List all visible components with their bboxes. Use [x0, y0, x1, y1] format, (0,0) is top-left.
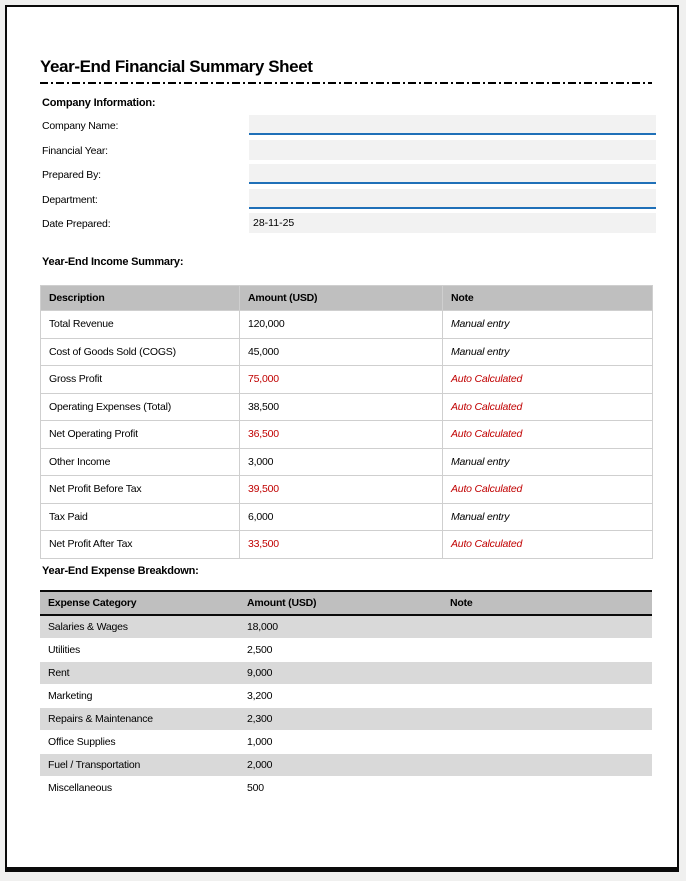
column-header-expense-category: Expense Category: [40, 591, 239, 615]
cell-category: Office Supplies: [40, 731, 239, 754]
table-row: [40, 639, 652, 662]
title-underline: [40, 82, 652, 84]
cell-amount: 33,500: [240, 531, 443, 559]
cell-amount: 120,000: [240, 311, 443, 339]
income-header-row: [41, 286, 653, 311]
field-input-company-name[interactable]: [249, 115, 656, 135]
cell-description: Operating Expenses (Total): [41, 393, 240, 421]
table-row: [40, 754, 652, 777]
form-row-date-prepared: [42, 213, 656, 238]
cell-note: Auto Calculated: [443, 531, 653, 559]
cell-description: Net Profit Before Tax: [41, 476, 240, 504]
table-row: [40, 777, 652, 800]
cell-category: Rent: [40, 662, 239, 685]
cell-note: Auto Calculated: [443, 476, 653, 504]
table-row: [41, 366, 653, 394]
table-row: [41, 448, 653, 476]
column-header-amount-usd: Amount (USD): [239, 591, 442, 615]
cell-note: Auto Calculated: [443, 393, 653, 421]
cell-note: [442, 777, 652, 800]
table-row: [41, 338, 653, 366]
cell-description: Gross Profit: [41, 366, 240, 394]
cell-amount: 2,500: [239, 639, 442, 662]
cell-category: Fuel / Transportation: [40, 754, 239, 777]
table-row: [41, 311, 653, 339]
cell-amount: 2,300: [239, 708, 442, 731]
cell-note: [442, 639, 652, 662]
cell-note: Manual entry: [443, 311, 653, 339]
cell-amount: 38,500: [240, 393, 443, 421]
form-row-company-name: [42, 115, 656, 140]
income-summary-table: [40, 285, 653, 559]
expense-header-row: [40, 591, 652, 615]
cell-category: Salaries & Wages: [40, 615, 239, 639]
expense-breakdown-heading: Year-End Expense Breakdown:: [42, 565, 199, 577]
page-title: Year-End Financial Summary Sheet: [40, 57, 313, 76]
table-row: [41, 503, 653, 531]
cell-note: [442, 754, 652, 777]
income-summary-heading: Year-End Income Summary:: [42, 256, 184, 268]
cell-note: [442, 615, 652, 639]
cell-category: Repairs & Maintenance: [40, 708, 239, 731]
cell-description: Tax Paid: [41, 503, 240, 531]
form-row-financial-year: [42, 140, 656, 165]
form-row-prepared-by: [42, 164, 656, 189]
company-info-heading: Company Information:: [42, 97, 156, 109]
cell-category: Utilities: [40, 639, 239, 662]
company-info-form: [42, 115, 656, 238]
column-header-amount-usd: Amount (USD): [240, 286, 443, 311]
cell-description: Net Operating Profit: [41, 421, 240, 449]
cell-category: Marketing: [40, 685, 239, 708]
table-row: [40, 731, 652, 754]
cell-amount: 6,000: [240, 503, 443, 531]
cell-note: Manual entry: [443, 448, 653, 476]
cell-amount: 2,000: [239, 754, 442, 777]
cell-note: [442, 685, 652, 708]
table-row: [40, 685, 652, 708]
cell-amount: 39,500: [240, 476, 443, 504]
field-input-prepared-by[interactable]: [249, 164, 656, 184]
form-row-department: [42, 189, 656, 214]
cell-note: [442, 708, 652, 731]
cell-description: Cost of Goods Sold (COGS): [41, 338, 240, 366]
cell-amount: 75,000: [240, 366, 443, 394]
expense-breakdown-table: [40, 590, 652, 800]
cell-note: Auto Calculated: [443, 366, 653, 394]
cell-category: Miscellaneous: [40, 777, 239, 800]
field-label-prepared-by: Prepared By:: [42, 169, 101, 182]
table-row: [40, 708, 652, 731]
field-label-date-prepared: Date Prepared:: [42, 218, 111, 231]
cell-amount: 9,000: [239, 662, 442, 685]
table-row: [40, 615, 652, 639]
table-row: [41, 531, 653, 559]
cell-amount: 3,000: [240, 448, 443, 476]
cell-amount: 500: [239, 777, 442, 800]
cell-note: Manual entry: [443, 338, 653, 366]
cell-description: Total Revenue: [41, 311, 240, 339]
field-label-company-name: Company Name:: [42, 120, 119, 132]
cell-description: Other Income: [41, 448, 240, 476]
cell-note: [442, 662, 652, 685]
cell-amount: 3,200: [239, 685, 442, 708]
cell-amount: 36,500: [240, 421, 443, 449]
column-header-note: Note: [443, 286, 653, 311]
table-row: [40, 662, 652, 685]
table-row: [41, 476, 653, 504]
field-input-date-prepared[interactable]: 28-11-25: [249, 213, 656, 233]
cell-description: Net Profit After Tax: [41, 531, 240, 559]
field-label-department: Department:: [42, 193, 98, 206]
field-input-department[interactable]: [249, 189, 656, 209]
column-header-description: Description: [41, 286, 240, 311]
cell-amount: 1,000: [239, 731, 442, 754]
field-input-financial-year[interactable]: [249, 140, 656, 160]
cell-amount: 18,000: [239, 615, 442, 639]
table-row: [41, 393, 653, 421]
column-header-note: Note: [442, 591, 652, 615]
cell-note: Manual entry: [443, 503, 653, 531]
table-row: [41, 421, 653, 449]
cell-amount: 45,000: [240, 338, 443, 366]
cell-note: Auto Calculated: [443, 421, 653, 449]
field-label-financial-year: Financial Year:: [42, 144, 108, 157]
cell-note: [442, 731, 652, 754]
document-page: [5, 5, 679, 872]
